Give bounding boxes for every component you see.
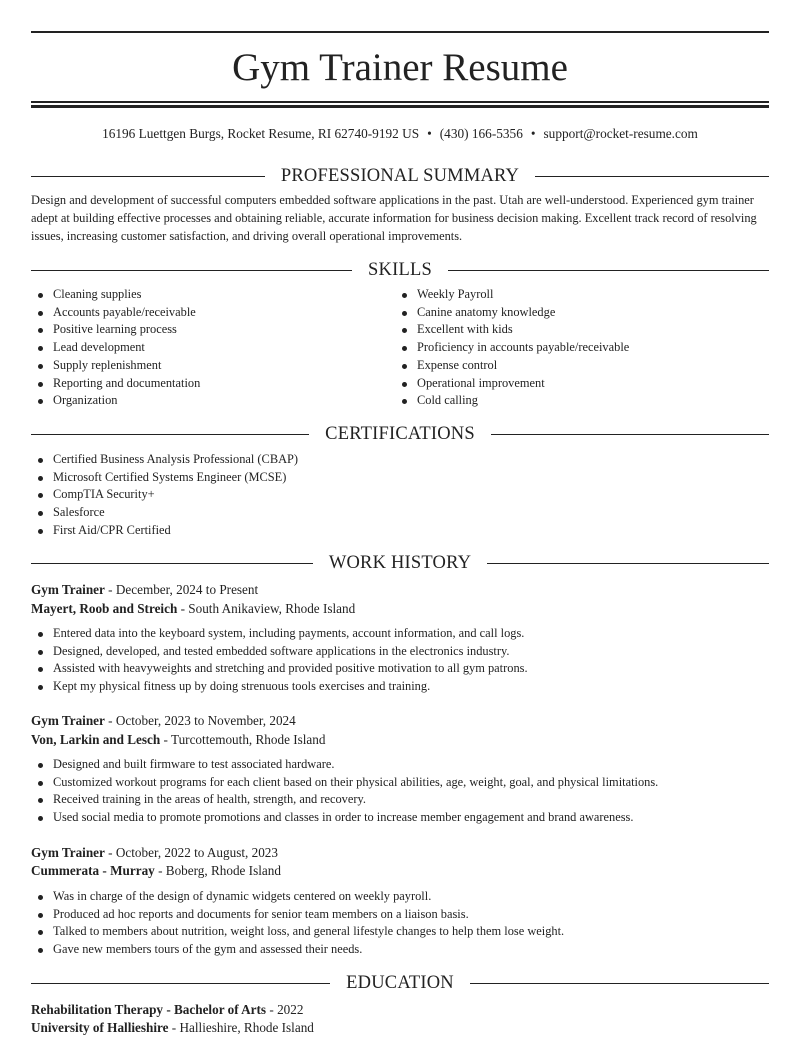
section-header-certifications (31, 422, 769, 446)
title-rule-thin (31, 101, 769, 103)
section-rule (31, 270, 352, 271)
job-bullet: Talked to members about nutrition, weight loss, and general lifestyle changes to help them lose weight. (31, 923, 564, 941)
section-rule (470, 983, 769, 984)
dash: - (108, 845, 113, 860)
contact-separator: • (427, 126, 432, 141)
job-bullet: Entered data into the keyboard system, including payments, account information, and call logs. (31, 625, 528, 643)
job-bullet: Gave new members tours of the gym and assessed their needs. (31, 941, 564, 959)
job-bullet: Customized workout programs for each client based on their physical abilities, age, weight, goal, and physical limitations. (31, 774, 658, 792)
job-title: Gym Trainer (31, 713, 105, 728)
skill-item: Cold calling (395, 392, 629, 410)
skill-item: Weekly Payroll (395, 286, 629, 304)
job-bullets (31, 756, 658, 827)
page-title: Gym Trainer Resume (232, 46, 568, 89)
job-location: South Anikaview, Rhode Island (188, 601, 356, 616)
title-rule-thick (31, 105, 769, 108)
contact-separator: • (530, 126, 536, 141)
top-rule (31, 31, 769, 33)
section-title: WORK HISTORY (328, 553, 472, 573)
section-title: SKILLS (368, 260, 432, 280)
section-rule (31, 983, 330, 984)
education-degree: Rehabilitation Therapy - Bachelor of Arts (31, 1002, 267, 1017)
job-bullet: Designed and built firmware to test associated hardware. (31, 756, 658, 774)
skill-item: Canine anatomy knowledge (395, 304, 629, 322)
dash: - (269, 1002, 274, 1017)
certification-item: Microsoft Certified Systems Engineer (MCSE) (31, 469, 298, 487)
skill-item: Excellent with kids (395, 321, 629, 339)
skill-item: Expense control (395, 357, 629, 375)
certification-item: Salesforce (31, 504, 298, 522)
job-company: Mayert, Roob and Streich (31, 601, 178, 616)
job-location: Boberg, Rhode Island (165, 863, 281, 878)
job-title-line (31, 712, 296, 730)
section-header-skills (31, 258, 769, 282)
skill-item: Operational improvement (395, 375, 629, 393)
skill-item: Lead development (31, 339, 200, 357)
job-company: Von, Larkin and Lesch (31, 732, 161, 747)
certification-item: Certified Business Analysis Professional (CBAP) (31, 451, 298, 469)
job-bullet: Produced ad hoc reports and documents for senior team members on a liaison basis. (31, 906, 564, 924)
section-header-work-history (31, 551, 769, 575)
skill-item: Positive learning process (31, 321, 200, 339)
education-year: 2022 (277, 1002, 304, 1017)
dash: - (158, 863, 163, 878)
job-company-line (31, 862, 281, 880)
section-header-summary (31, 164, 769, 188)
job-dates: October, 2023 to November, 2024 (115, 713, 296, 728)
skills-list-right (395, 286, 629, 410)
job-company: Cummerata - Murray (31, 863, 155, 878)
job-bullets (31, 888, 564, 959)
job-bullet: Assisted with heavyweights and stretching and provided positive motivation to all gym patrons. (31, 660, 528, 678)
job-title: Gym Trainer (31, 582, 105, 597)
dash: - (108, 713, 113, 728)
skill-item: Accounts payable/receivable (31, 304, 200, 322)
section-title: CERTIFICATIONS (325, 424, 475, 444)
job-bullets (31, 625, 528, 696)
skills-list-left (31, 286, 200, 410)
contact-line (0, 125, 800, 143)
dash: - (171, 1020, 177, 1035)
section-rule (31, 563, 313, 564)
education-location: Hallieshire, Rhode Island (179, 1020, 314, 1035)
job-dates: October, 2022 to August, 2023 (115, 845, 278, 860)
job-bullet: Designed, developed, and tested embedded software applications in the electronics industry. (31, 643, 528, 661)
summary-text: Design and development of successful computers embedded software applications in the past. Utah are well-understood. Experienced gym trainer adept at building effective processes and obtaining reliable, accurate information for business decision making. Excellent track record of resolving issues, increasing customer satisfaction, and driving overall operational improvements. (31, 193, 757, 243)
contact-email: support@rocket-resume.com (543, 126, 698, 141)
education-degree-line (31, 1001, 303, 1019)
section-rule (31, 434, 309, 435)
section-rule (448, 270, 769, 271)
section-rule (535, 176, 769, 177)
skill-item: Supply replenishment (31, 357, 200, 375)
section-title: PROFESSIONAL SUMMARY (280, 166, 520, 186)
contact-address: 16196 Luettgen Burgs, Rocket Resume, RI 62740-9192 US (102, 126, 420, 141)
skill-item: Cleaning supplies (31, 286, 200, 304)
skill-item: Proficiency in accounts payable/receivable (395, 339, 629, 357)
job-company-line (31, 731, 325, 749)
section-rule (491, 434, 769, 435)
skill-item: Reporting and documentation (31, 375, 200, 393)
job-location: Turcottemouth, Rhode Island (171, 732, 326, 747)
job-title-line (31, 581, 258, 599)
dash: - (180, 601, 185, 616)
job-title: Gym Trainer (31, 845, 105, 860)
certification-item: First Aid/CPR Certified (31, 522, 298, 540)
section-header-education (31, 971, 769, 995)
section-title: EDUCATION (346, 973, 454, 993)
job-company-line (31, 600, 355, 618)
certification-item: CompTIA Security+ (31, 486, 298, 504)
section-rule (487, 563, 769, 564)
job-dates: December, 2024 to Present (115, 582, 259, 597)
job-title-line (31, 844, 278, 862)
job-bullet: Was in charge of the design of dynamic widgets centered on weekly payroll. (31, 888, 564, 906)
certifications-list (31, 451, 298, 540)
skill-item: Organization (31, 392, 200, 410)
job-bullet: Kept my physical fitness up by doing strenuous tools exercises and training. (31, 678, 528, 696)
education-school: University of Hallieshire (31, 1020, 169, 1035)
education-school-line (31, 1019, 314, 1037)
job-bullet: Used social media to promote promotions and classes in order to increase member engagement and brand awareness. (31, 809, 658, 827)
section-rule (31, 176, 265, 177)
dash: - (108, 582, 113, 597)
dash: - (163, 732, 168, 747)
contact-phone: (430) 166-5356 (439, 126, 523, 141)
job-bullet: Received training in the areas of health, strength, and recovery. (31, 791, 658, 809)
